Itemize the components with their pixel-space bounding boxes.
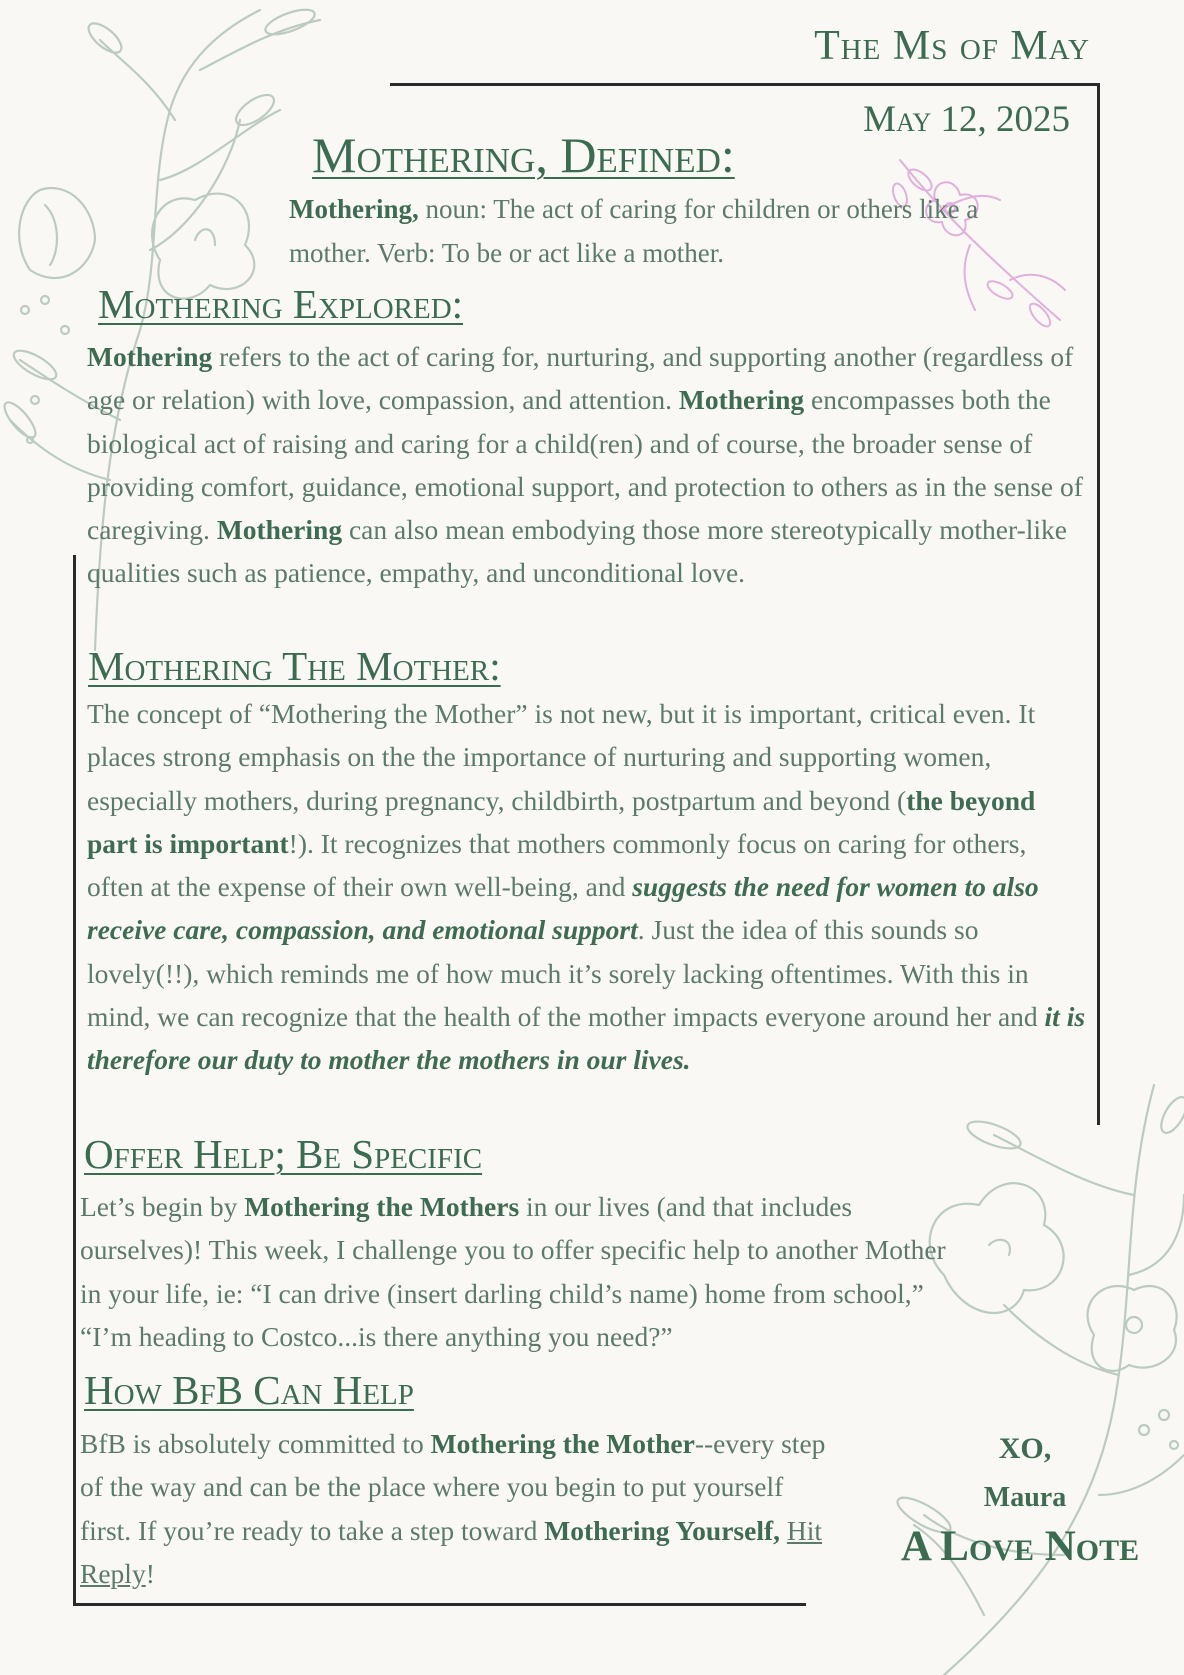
offer-bold-1: Mothering the Mothers: [244, 1191, 520, 1222]
mothering-the-mother-paragraph: [87, 692, 1087, 1082]
section-heading-explored: Mothering Explored:: [98, 281, 464, 327]
section-heading-mothering-the-mother: Mothering The Mother:: [88, 643, 501, 689]
definition-text: noun: The act of caring for children or others like a mother. Verb: To be or act like a mother.: [289, 194, 979, 268]
bfb-text-3: !: [145, 1557, 155, 1589]
bfb-bold-1: Mothering the Mother: [430, 1428, 695, 1459]
bfb-bold-2: Mothering Yourself,: [544, 1514, 781, 1546]
floral-right-decoration: [884, 1075, 1184, 1675]
mother-text-2: !). It recognizes that mothers commonly focus on caring for others, often at the expense of their own well-being, and: [87, 827, 1027, 903]
bfb-help-paragraph: [80, 1422, 840, 1595]
offer-help-paragraph: [80, 1185, 960, 1358]
newsletter-masthead: The Ms of May: [814, 23, 1090, 69]
issue-date: May 12, 2025: [863, 99, 1070, 140]
mother-bold-1: the beyond part is important: [87, 784, 1036, 859]
defined-term: Mothering,: [289, 194, 419, 224]
mother-text-3: . Just the idea of this sounds so lovely(!!), which reminds me of how much it’s sorely lacking oftentimes. With this in mind, we can recognize that the health of the mother impacts everyone around her and: [87, 914, 1045, 1033]
frame-bottom-border: [73, 1603, 806, 1606]
bold-term: Mothering: [678, 384, 805, 416]
frame-top-border: [390, 83, 1100, 86]
bold-term: Mothering: [87, 341, 213, 372]
signoff-xo: XO,: [998, 1432, 1052, 1465]
mother-text-1: The concept of “Mothering the Mother” is not new, but it is important, critical even. It places strong emphasis on the the importance of nurturing and supporting women, especially mothers, during pregnancy, childbirth, postpartum and beyond (: [87, 698, 1036, 816]
offer-text-1: Let’s begin by: [80, 1191, 245, 1222]
hit-reply-link[interactable]: Hit Reply: [80, 1514, 823, 1589]
section-heading-bfb-help: How BfB Can Help: [84, 1367, 414, 1413]
closing-title: A Love Note: [900, 1523, 1140, 1570]
offer-text-2: in our lives (and that includes ourselves)! This week, I challenge you to offer specific help to another Mother in your life, ie: “I can drive (insert darling child’s name) home from school,” “I’m heading to Costco...is there anything you need?”: [80, 1191, 946, 1352]
explored-text-3: can also mean embodying those more stereotypically mother-like qualities such as patience, empathy, and unconditional love.: [87, 514, 1068, 589]
signoff-name: Maura: [983, 1482, 1067, 1513]
frame-right-border: [1097, 83, 1100, 1125]
bold-term: Mothering: [216, 514, 343, 546]
explored-paragraph: [87, 335, 1087, 595]
explored-text-1: refers to the act of caring for, nurturing, and supporting another (regardless of age or relation) with love, compassion, and attention.: [87, 341, 1074, 416]
bfb-text-1: BfB is absolutely committed to: [80, 1428, 431, 1459]
mother-bold-italic-2: it is therefore our duty to mother the mothers in our lives.: [87, 1001, 1086, 1076]
definition-paragraph: [289, 187, 989, 275]
explored-text-2: encompasses both the biological act of raising and caring for a child(ren) and of course, the broader sense of providing comfort, guidance, emotional support, and protection to others as in the sense of caregiving.: [87, 384, 1083, 546]
section-heading-offer-help: Offer Help; Be Specific: [84, 1131, 483, 1177]
mother-bold-italic-1: suggests the need for women to also receive care, compassion, and emotional support: [87, 871, 1039, 946]
section-heading-defined: Mothering, Defined:: [312, 127, 735, 183]
frame-left-border: [73, 555, 76, 1605]
bfb-text-2: --every step of the way and can be the place where you begin to put yourself first. If you’re ready to take a step toward: [80, 1428, 826, 1546]
